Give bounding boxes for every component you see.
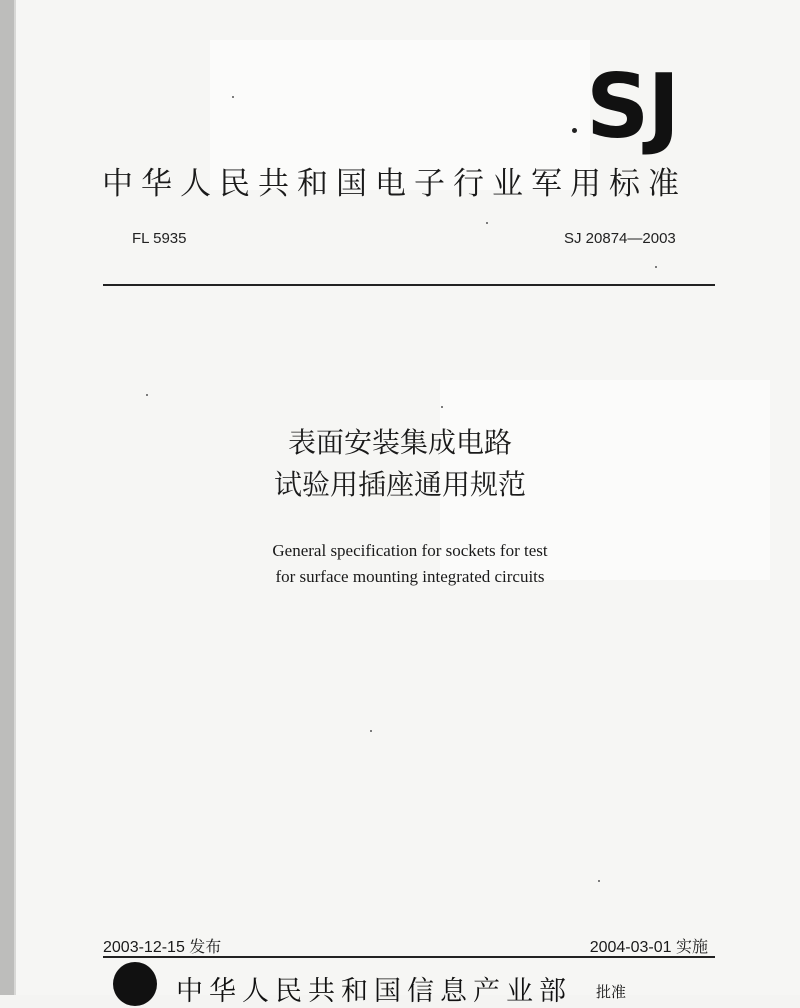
- scan-speck: [232, 96, 234, 98]
- title-en-line: General specification for sockets for test: [272, 541, 548, 560]
- title-cn-line: 试验用插座通用规范: [273, 468, 526, 501]
- seal-icon: [113, 962, 157, 1006]
- logo-dot: [572, 128, 577, 133]
- header-rule: [103, 284, 715, 286]
- scan-speck: [655, 266, 657, 268]
- title-chinese: [0, 422, 800, 506]
- title-cn-line: 表面安装集成电路: [287, 426, 512, 459]
- scan-speck: [486, 222, 488, 224]
- standard-number: SJ 20874—2003: [564, 230, 676, 247]
- logo-text: SJ: [586, 55, 679, 158]
- scan-speck: [441, 406, 443, 408]
- fl-code: FL 5935: [132, 230, 187, 247]
- footer-rule: [103, 956, 715, 958]
- title-en-line: for surface mounting integrated circuits: [275, 567, 545, 586]
- sj-logo: [572, 55, 722, 158]
- scan-speck: [146, 394, 148, 396]
- title-english: [0, 538, 800, 590]
- approval-label: 批准: [596, 983, 627, 1001]
- scan-speck: [598, 880, 600, 882]
- scan-speck: [370, 730, 372, 732]
- org-title: 中华人民共和国电子行业军用标准: [102, 166, 687, 202]
- ministry-name: 中华人民共和国信息产业部: [176, 976, 572, 1007]
- date-effective: 2004-03-01 实施: [589, 939, 708, 956]
- date-issued: 2003-12-15 发布: [103, 939, 222, 956]
